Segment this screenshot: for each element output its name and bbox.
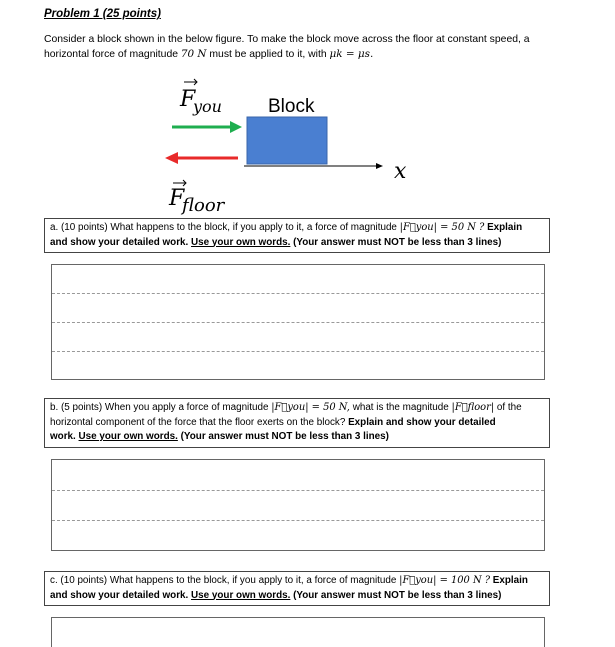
svg-text:F: F [180,87,196,112]
answer-box-c[interactable] [51,617,545,647]
answer-line[interactable] [52,265,544,294]
svg-text:F: F [169,186,185,211]
f-floor-label [168,180,226,216]
intro-line-1: Consider a block shown in the below figure. To make the block move across the floor at constant speed, a [44,34,530,45]
answer-line[interactable] [52,618,544,647]
block-label: Block [268,96,315,117]
answer-line[interactable] [52,294,544,323]
friction-condition: μk = μs. [329,48,374,60]
x-axis-label: x [394,159,407,184]
answer-line[interactable] [52,352,544,379]
answer-line[interactable] [52,491,544,521]
answer-box-a[interactable] [51,264,545,380]
problem-title: Problem 1 (25 points) [44,8,161,20]
question-c: c. (10 points) What happens to the block, if you apply to it, a force of magnitude |F⃗you| = 100 N ? Explain and show your detailed work. Use your own words. (Your answer must NOT be less than 3 lines) [44,571,550,606]
answer-line[interactable] [52,460,544,491]
question-a: a. (10 points) What happens to the block, if you apply to it, a force of magnitude |F⃗you| = 50 N ? Explain and show your detailed work. Use your own words. (Your answer must NOT be less than 3 lines) [44,218,550,253]
force-value: 70 N [180,48,207,60]
answer-box-b[interactable] [51,459,545,551]
question-b: b. (5 points) When you apply a force of magnitude |F⃗you| = 50 N, what is the magnitude |F⃗floor| of the horizontal component of the force that the floor exerts on the block? Explain and show your detailed work. Use your own words. (Your answer must NOT be less than 3 lines) [44,398,550,448]
svg-text:floor: floor [182,195,225,216]
block [247,117,327,164]
answer-line[interactable] [52,521,544,550]
f-you-label [179,79,222,116]
f-floor-arrow [165,152,238,164]
intro-line-2: horizontal force of magnitude 70 N must be applied to it, with μk = μs. [44,48,374,60]
answer-line[interactable] [52,323,544,352]
f-you-arrow [172,121,242,133]
svg-text:you: you [193,97,222,116]
force-diagram [0,0,615,225]
